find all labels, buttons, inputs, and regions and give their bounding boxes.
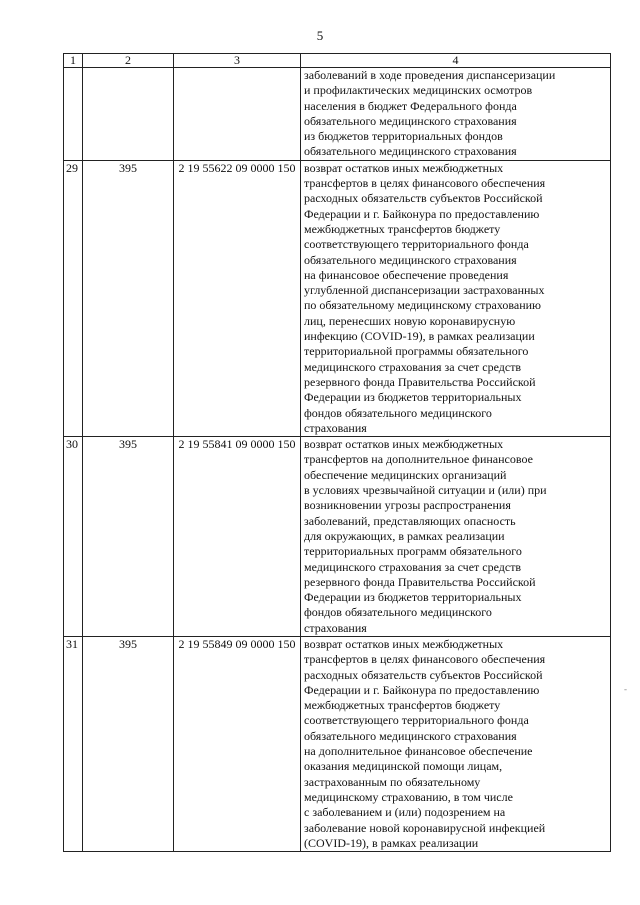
text-line: межбюджетных трансфертов бюджету: [304, 221, 501, 236]
text-line: на финансовое обеспечение проведения: [304, 267, 509, 282]
text-line: населения в бюджет Федерального фонда: [304, 98, 517, 113]
text-line: лиц, перенесших новую коронавирусную: [304, 313, 516, 328]
text-line: обязательного медицинского страхования: [304, 113, 517, 128]
admin-code: 395: [83, 437, 174, 637]
text-line: страхования: [304, 420, 367, 435]
text-line: страхования: [304, 620, 367, 635]
text-line: территориальных программ обязательного: [304, 544, 522, 559]
text-line: обязательного медицинского страхования: [304, 728, 517, 743]
text-line: расходных обязательств субъектов Российской: [304, 667, 543, 682]
text-line: Федерации и г. Байконура по предоставлению: [304, 206, 540, 221]
text-line: из бюджетов территориальных фондов: [304, 129, 503, 144]
text-line: фондов обязательного медицинского: [304, 405, 492, 420]
header-col-2: 2: [83, 54, 174, 68]
text-line: для окружающих, в рамках реализации: [304, 528, 505, 543]
admin-code: 395: [83, 160, 174, 436]
row-number: 29: [64, 160, 83, 436]
text-line: межбюджетных трансфертов бюджету: [304, 698, 501, 713]
text-line: возврат остатков иных межбюджетных: [304, 160, 504, 175]
table-cell: [83, 68, 174, 161]
text-line: резервного фонда Правительства Российской: [304, 374, 536, 389]
text-line: трансфертов в целях финансового обеспечения: [304, 176, 546, 191]
margin-mark: -: [624, 684, 627, 694]
table-header-row: [64, 54, 611, 68]
table-row: [64, 636, 611, 851]
text-line: обязательного медицинского страхования: [304, 252, 517, 267]
text-line: (COVID-19), в рамках реализации: [304, 835, 479, 850]
text-line: с заболеванием и (или) подозрением на: [304, 805, 506, 820]
text-line: территориальной программы обязательного: [304, 344, 529, 359]
text-line: резервного фонда Правительства Российской: [304, 574, 536, 589]
row-description: [301, 160, 611, 436]
text-line: и профилактических медицинских осмотров: [304, 83, 533, 98]
text-line: застрахованным по обязательному: [304, 774, 481, 789]
text-line: возникновении угрозы распространения: [304, 498, 511, 513]
table-row: [64, 437, 611, 637]
text-line: трансфертов на дополнительное финансовое: [304, 452, 533, 467]
text-line: трансфертов в целях финансового обеспечения: [304, 652, 546, 667]
header-col-4: 4: [301, 54, 611, 68]
row-number: 31: [64, 636, 83, 851]
text-line: возврат остатков иных межбюджетных: [304, 636, 504, 651]
text-line: углубленной диспансеризации застрахованных: [304, 283, 545, 298]
table-cell: [174, 68, 301, 161]
row-description: [301, 437, 611, 637]
text-line: обеспечение медицинских организаций: [304, 467, 507, 482]
budget-classification-code: 2 19 55622 09 0000 150: [174, 160, 301, 436]
text-line: на дополнительное финансовое обеспечение: [304, 744, 533, 759]
header-col-3: 3: [174, 54, 301, 68]
text-line: расходных обязательств субъектов Российской: [304, 191, 543, 206]
text-line: возврат остатков иных межбюджетных: [304, 437, 504, 452]
text-line: в условиях чрезвычайной ситуации и (или) при: [304, 483, 547, 498]
text-line: медицинскому страхованию, в том числе: [304, 789, 513, 804]
table-cell: [64, 68, 83, 161]
text-line: медицинского страхования за счет средств: [304, 559, 522, 574]
text-line: обязательного медицинского страхования: [304, 144, 517, 159]
text-line: по обязательному медицинскому страхованию: [304, 298, 542, 313]
budget-classification-code: 2 19 55849 09 0000 150: [174, 636, 301, 851]
text-line: Федерации из бюджетов территориальных: [304, 590, 522, 605]
page-number: 5: [316, 28, 324, 43]
admin-code: 395: [83, 636, 174, 851]
text-line: медицинского страхования за счет средств: [304, 359, 522, 374]
text-line: заболеваний, представляющих опасность: [304, 513, 516, 528]
text-line: соответствующего территориального фонда: [304, 237, 529, 252]
text-line: оказания медицинской помощи лицам,: [304, 759, 503, 774]
text-line: Федерации из бюджетов территориальных: [304, 390, 522, 405]
row-description: [301, 636, 611, 851]
text-line: фондов обязательного медицинского: [304, 605, 492, 620]
text-line: заболевание новой коронавирусной инфекцией: [304, 820, 546, 835]
text-line: инфекцию (COVID-19), в рамках реализации: [304, 329, 535, 344]
row-number: 30: [64, 437, 83, 637]
text-line: заболеваний в ходе проведения диспансеризации: [304, 68, 556, 82]
table-row: [64, 160, 611, 436]
text-line: соответствующего территориального фонда: [304, 713, 529, 728]
header-col-1: 1: [64, 54, 83, 68]
text-line: Федерации и г. Байконура по предоставлению: [304, 682, 540, 697]
continuation-row: [64, 68, 611, 161]
budget-codes-table: [63, 53, 611, 852]
continuation-text: [301, 68, 611, 161]
budget-classification-code: 2 19 55841 09 0000 150: [174, 437, 301, 637]
